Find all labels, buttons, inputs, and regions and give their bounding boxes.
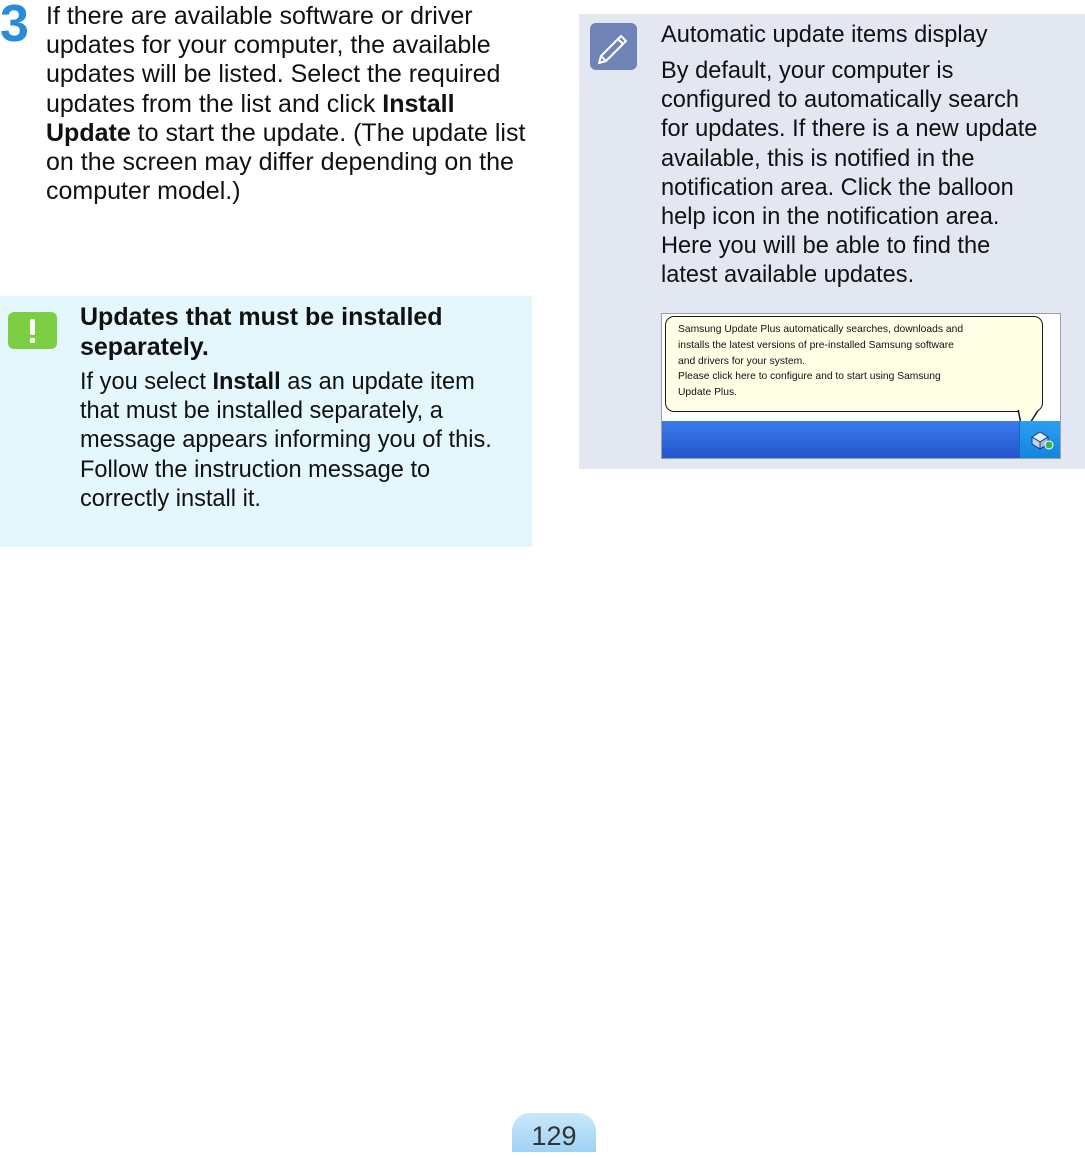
note-line: configured to automatically search [661,87,1020,114]
balloon-line: Samsung Update Plus automatically searches, downloads and [678,324,964,335]
note-line: latest available updates. [661,262,915,289]
caution-body [80,368,520,514]
step-text-before: If there are available software or driver updates for your computer, the available updates will be listed. Select the required updates from the list and click [46,2,501,118]
note-line: available, this is notified in the [661,145,975,172]
caution-title: Updates that must be installed separately. [80,303,443,361]
balloon-line: Update Plus. [678,387,737,399]
notification-area [1019,421,1060,458]
caution-box [0,296,532,547]
pencil-icon [590,23,637,70]
note-line: help icon in the notification area. [661,204,1000,231]
step-instruction [46,2,530,206]
note-pencil-icon [590,23,637,70]
note-body [661,57,1085,291]
balloon-line: and drivers for your system. [678,355,806,367]
install-update-label: Install Update [46,89,455,147]
note-line: notification area. Click the balloon [661,174,1014,201]
taskbar [662,421,1060,458]
balloon-line: installs the latest versions of pre-installed Samsung software [678,339,954,351]
exclamation-dot [30,338,35,343]
caution-body-after: as an update item that must be installed separately, a message appears informing you of this. Follow the instruction message to correctly install it. [80,369,492,512]
exclamation-bar [30,319,35,335]
update-balloon-screenshot [661,313,1061,459]
page-number: 129 [512,1113,596,1152]
balloon-line: Please click here to configure and to start using Samsung [678,371,941,383]
update-tray-icon[interactable] [1020,421,1060,458]
balloon-tooltip[interactable] [665,316,1043,412]
caution-exclamation-icon [8,312,57,349]
caution-body-before: If you select [80,369,213,395]
note-line: for updates. If there is a new update [661,116,1038,143]
note-title: Automatic update items display [661,22,988,48]
note-box [579,14,1085,469]
note-line: Here you will be able to find the [661,233,991,260]
note-line: By default, your computer is [661,58,954,84]
install-label: Install [212,369,281,395]
step-number: 3 [0,0,29,53]
step-text-after: to start the update. (The update list on the screen may differ depending on the computer model.) [46,118,526,206]
